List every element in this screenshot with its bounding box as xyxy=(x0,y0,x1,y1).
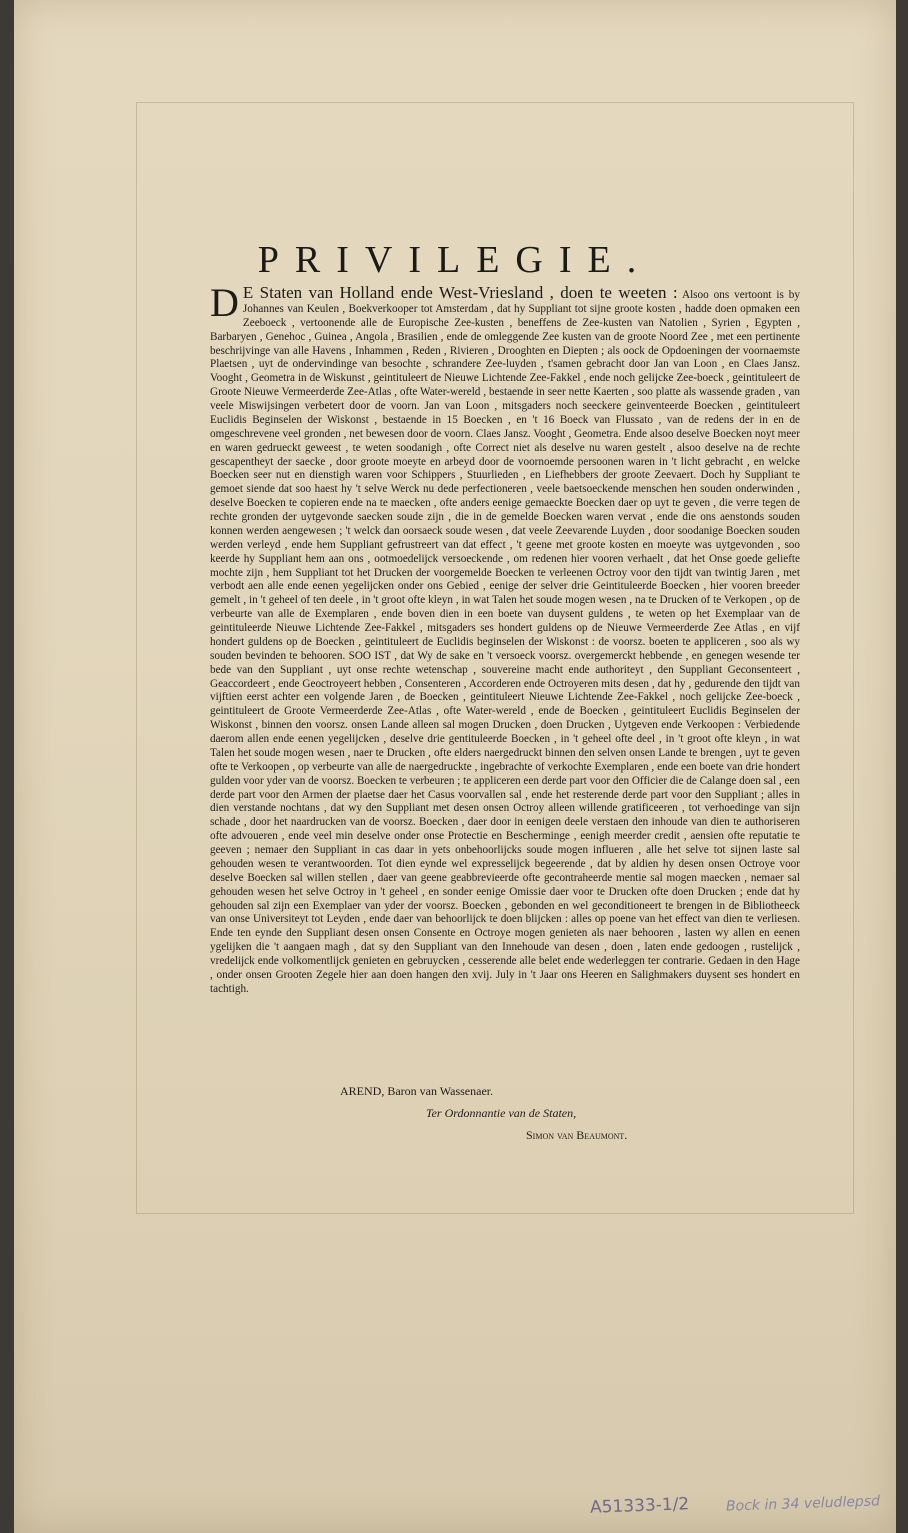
privilege-text xyxy=(210,280,800,997)
body-text: Alsoo ons vertoont is by Johannes van Keulen , Boekverkooper tot Amsterdam , dat hy Suppliant tot sijne groote kosten , hadde doen opmaken een Zeeboeck , vertoonende alle de Europische Zee-kusten , beneffens de Zee-kusten van Natolien , Syrien , Egypten , Barbaryen , Genehoc , Guinea , Angola , Brasilien , ende de omleggende Zee kusten van de groote Noord Zee , met een pertinente beschrijvinge van alle Havens , Inhammen , Reden , Rivieren , Drooghten en Diepten ; als oock de Opdoeningen der voornaemste Plaetsen , uyt de ondervindinge van besochte , schrandere Zee-luyden , t'samen gebracht door Jan van Loon , en Claes Jansz. Vooght , Geometra in de Wiskunst , geintituleert de Nieuwe Lichtende Zee-Fakkel , ende noch gelijcke Zee-boeck , geintituleert de Groote Nieuwe Vermeerderde Zee-Atlas , ofte Water-wereld , bestaende in seer nette Kaerten , soo platte als wassende graden , van veele Miswijsingen verbetert door de voorn. Jan van Loon , mitsgaders noch seeckere geinventeerde Boecken , geintituleert Euclidis Beginselen der Wiskonst , bestaende in 15 Boecken , en 't 16 Boeck van Flussato , van de redens der in en de omgeschrevene veel gronden , net bewesen door de voorn. Claes Jansz. Vooght , Geometra. Ende alsoo deselve Boecken noyt meer en waren gedrueckt geweest , te weten soodanigh , ofte Correct niet als deselve nu waren gestelt , alsoo deselve na de rechte gescapentheyt der saecke , door groote moeyte en arbeyd door de voornoemde persoonen waren in 't licht gebracht , en welcke Boecken seer nut en dienstigh waren voor Schippers , Stuurlieden , en Liefhebbers der groote Zeevaert. Doch hy Suppliant te gemoet siende dat soo haest hy 't selve Werck nu dede perfectioneren , veele baetsoeckende menschen hen souden onderwinden , deselve Boecken te copieren ende na te maecken , ofte anders eenige gemaeckte Boecken daer op uyt te geven , die verre tegen de rechte gronden der uytgevonde saecken soude zijn , die in de gemelde Boecken waren vervat , ende die ons aenstonds souden konnen werden aengewesen ; 't welck dan oorsaeck soude wesen , dat veele Zeevarende Luyden , door soodanige Boecken souden werden verleyd , ende hem Suppliant gefrustreert van dat effect , 't geene met groote kosten en moeyte was uytgevonden , soo keerde hy Suppliant hem aan ons , ootmoedelijck versoeckende , om redenen hier vooren verhaelt , dat het Onse goede geliefte mochte zijn , hem Suppliant tot het Drucken der voorgemelde Boecken te verleenen Octroy voor den tijdt van twintig Jaren , met verbodt aen alle ende eenen yegelijcken onder ons Gebied , eenige der selver drie Geintituleerde Boecken , hier vooren breeder gemelt , in 't geheel of ten deele , in 't groot ofte kleyn , in wat Talen het soude mogen wesen , na te Drucken of te Verkopen , op de verbeurte van alle de Exemplaren , ende boven dien in een boete van duysent guldens , te weten op het Exemplaar van de geintituleerde Nieuwe Lichtende Zee-Fakkel , mitsgaders ses hondert guldens op de Nieuwe Vermeerderde Zee Atlas , en vijf hondert guldens op de Boecken , geintituleert de Euclidis beginselen der Wiskonst : de voorsz. boeten te appliceren , soo als wy souden bevinden te behooren. SOO IST , dat Wy de sake en 't versoeck voorsz. overgemerckt hebbende , en genegen wesende ter bede van den Suppliant , uyt onse rechte wetenschap , souvereine macht ende authoriteyt , den Suppliant Geconsenteert , Geaccordeert , ende Geoctroyeert hebben , Consenteren , Accorderen ende Octroyeren mits desen , dat hy , gedurende den tijdt van vijftien eerst achter een volgende Jaren , de Boecken , geintituleert Nieuwe Lichtende Zee-Fakkel , noch gelijcke Zee-boeck , geintituleert de Groote Vermeerderde Zee-Atlas , ofte Water-wereld , ende de Boecken , geintituleert Euclidis Beginselen der Wiskonst , binnen den voorsz. onsen Lande alleen sal mogen Drucken , doen Drucken , Uytgeven ende Verkoopen : Verbiedende daerom allen ende eenen yegelijcken , deselve drie gentituleerde Boecken , in 't geheel ofte deel , in 't groot ofte kleyn , in wat Talen het soude mogen wesen , naer te Drucken , ofte elders naergedruckt binnen den selven onsen Lande te brengen , uyt te geven ofte te Verkoopen , op verbeurte van alle de naergedruckte , ingebrachte of verkochte Exemplaren , ende een boete van drie hondert gulden voor yder van de voorsz. Boecken te verbeuren ; te appliceren een derde part voor den Officier die de Calange doen sal , een derde part voor den Armen der plaetse daer het Casus voorvallen sal , ende het resterende derde part voor den Suppliant ; alles in dien verstande nochtans , dat wy den Suppliant met desen onsen Octroy alleen willende gratificeeren , tot verhoedinge van sijn schade , door het naardrucken van de voorsz. Boecken , daer door in eenigen deele verstaen den inhoude van dien te authoriseren ofte advoueren , ende veel min deselve onder onse Protectie en Beschermingе , eenigh meerder credit , aensien ofte reputatie te geeven ; nemaer den Suppliant in cas daar in yets onbehoorlijcks soude mogen influeren , alle het selve tot sijnen laste sal gehouden wesen te verantwoorden. Tot dien eynde wel expressеlijck begeerende , dat by aldien hy desen onsen Octroye voor deselve Boecken sal willen stellen , daer van geene geabbrevieerde ofte gecontraheerde mentie sal mogen maecken , nemaer sal gehouden wesen het selve Octroy in 't geheel , en sonder eenige Omissie daer voor te Drucken ofte doen Drucken ; ende dat hy gehouden sal zijn een Exemplaer van yder der voorsz. Boecken , gebonden en wel geconditioneert te brengen in de Bibliotheeck van onse Universiteyt tot Leyden , ende daer van behoorlijck te doen blijcken : alles op poene van het effect van dien te verliesen. Ende ten eynde den Suppliant desen onsen Consente en Octroye mogen genieten als naer behooren , lasten wy allen en eenen ygelijken die 't aangaen magh , dat sy den Suppliant van den Innehoude van desen , doen , laten ende gedoogen , rustelijck , vredelijck ende volkomentlijck genieten en gebruycken , cesserende alle belet ende wederleggen ter contrarie. Gedaen in den Hage , onder onsen Grooten Zegele hier aan doen hangen den xvij. July in 't Jaar ons Heeren en Salighmakers duysent ses hondert en tachtigh. xyxy=(210,289,800,995)
shelfmark-number: A51333-1/2 xyxy=(589,1494,690,1518)
drop-cap: D xyxy=(210,280,239,325)
show-through-text xyxy=(14,1336,896,1352)
show-through-text-3 xyxy=(14,1436,896,1454)
document-title: PRIVILEGIE. xyxy=(257,239,653,281)
show-through-text-2 xyxy=(14,1410,896,1426)
paper-sheet xyxy=(14,0,896,1533)
signature-beaumont: Simon van Beaumont. xyxy=(526,1128,628,1142)
shelfmark-note: Bock in 34 veludlepsd xyxy=(725,1493,881,1515)
show-through-title xyxy=(14,1262,896,1317)
signature-arend: AREND, Baron van Wassenaer. xyxy=(340,1084,494,1098)
signature-ordonnantie: Ter Ordonnantie van de Staten, xyxy=(426,1106,577,1120)
opening-line: E Staten van Holland ende West-Vriesland , doen te weeten : xyxy=(242,283,678,302)
